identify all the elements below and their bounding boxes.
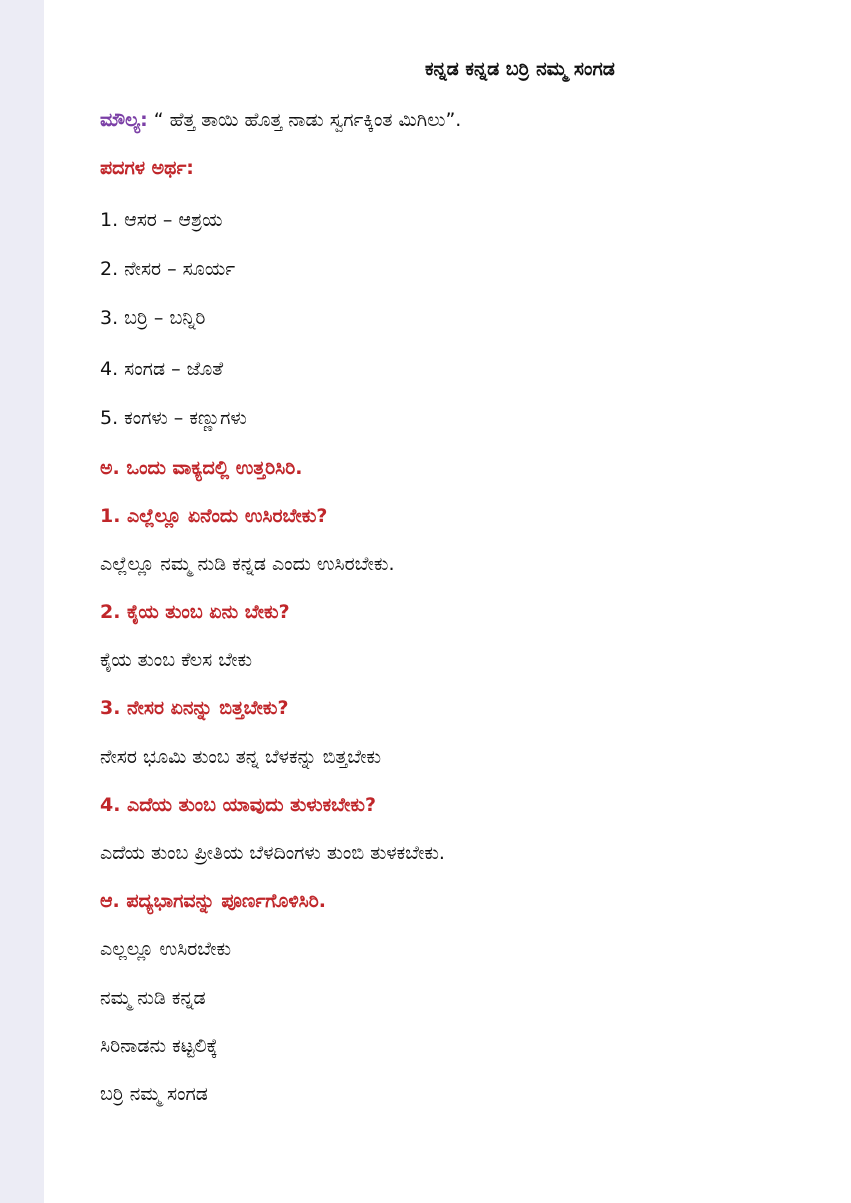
word-meaning-item: 4. ಸಂಗಡ – ಜೊತೆ bbox=[100, 358, 224, 380]
word-meaning-item: 1. ಆಸರ – ಆಶ್ರಯ bbox=[100, 209, 223, 231]
answer-1: ಎಲ್ಲೆಲ್ಲೂ ನಮ್ಮ ನುಡಿ ಕನ್ನಡ ಎಂದು ಉಸಿರಬೇಕು. bbox=[100, 553, 395, 575]
poem-line: ಸಿರಿನಾಡನು ಕಟ್ಟಲಿಕ್ಕೆ bbox=[100, 1035, 218, 1057]
poem-line: ನಮ್ಮ ನುಡಿ ಕನ್ನಡ bbox=[100, 987, 206, 1009]
answer-3: ನೇಸರ ಭೂಮಿ ತುಂಬ ತನ್ನ ಬೆಳಕನ್ನು ಬಿತ್ತಬೇಕು bbox=[100, 746, 382, 768]
padagala-artha-heading: ಪದಗಳ ಅರ್ಥ: bbox=[100, 157, 194, 179]
moulya-label: ಮೌಲ್ಯ: bbox=[100, 109, 148, 131]
word-meaning-item: 5. ಕಂಗಳು – ಕಣ್ಣುಗಳು bbox=[100, 407, 247, 429]
question-3: 3. ನೇಸರ ಏನನ್ನು ಬಿತ್ತಬೇಕು? bbox=[100, 697, 289, 719]
moulya-text: “ ಹೆತ್ತ ತಾಯಿ ಹೊತ್ತ ನಾಡು ಸ್ವರ್ಗಕ್ಕಿಂತ ಮಿಗಿಲು”. bbox=[147, 109, 462, 131]
poem-line: ಎಲ್ಲಲ್ಲೂ ಉಸಿರಬೇಕು bbox=[100, 938, 232, 960]
word-meaning-item: 3. ಬರ್ರಿ – ಬನ್ನಿರಿ bbox=[100, 307, 206, 329]
section-a-heading: ಅ. ಒಂದು ವಾಕ್ಯದಲ್ಲಿ ಉತ್ತರಿಸಿರಿ. bbox=[100, 457, 303, 479]
question-4: 4. ಎದೆಯ ತುಂಬ ಯಾವುದು ತುಳುಕಬೇಕು? bbox=[100, 794, 376, 816]
moulya-line bbox=[100, 108, 461, 132]
left-margin-strip bbox=[0, 0, 44, 1203]
page-title: ಕನ್ನಡ ಕನ್ನಡ ಬರ್ರಿ ನಮ್ಮ ಸಂಗಡ bbox=[425, 58, 615, 80]
question-1: 1. ಎಲ್ಲೆಲ್ಲೂ ಏನೆಂದು ಉಸಿರಬೇಕು? bbox=[100, 505, 328, 527]
question-2: 2. ಕೈಯ ತುಂಬ ಏನು ಬೇಕು? bbox=[100, 601, 290, 623]
word-meaning-item: 2. ನೇಸರ – ಸೂರ್ಯ bbox=[100, 258, 236, 280]
answer-4: ಎದೆಯ ತುಂಬ ಪ್ರೀತಿಯ ಬೆಳದಿಂಗಳು ತುಂಬಿ ತುಳಕಬೇಕು. bbox=[100, 842, 445, 864]
answer-2: ಕೈಯ ತುಂಬ ಕೆಲಸ ಬೇಕು bbox=[100, 649, 253, 671]
poem-line: ಬರ್ರಿ ನಮ್ಮ ಸಂಗಡ bbox=[100, 1083, 208, 1105]
section-aa-heading: ಆ. ಪದ್ಯಭಾಗವನ್ನು ಪೂರ್ಣಗೊಳಿಸಿರಿ. bbox=[100, 890, 327, 912]
